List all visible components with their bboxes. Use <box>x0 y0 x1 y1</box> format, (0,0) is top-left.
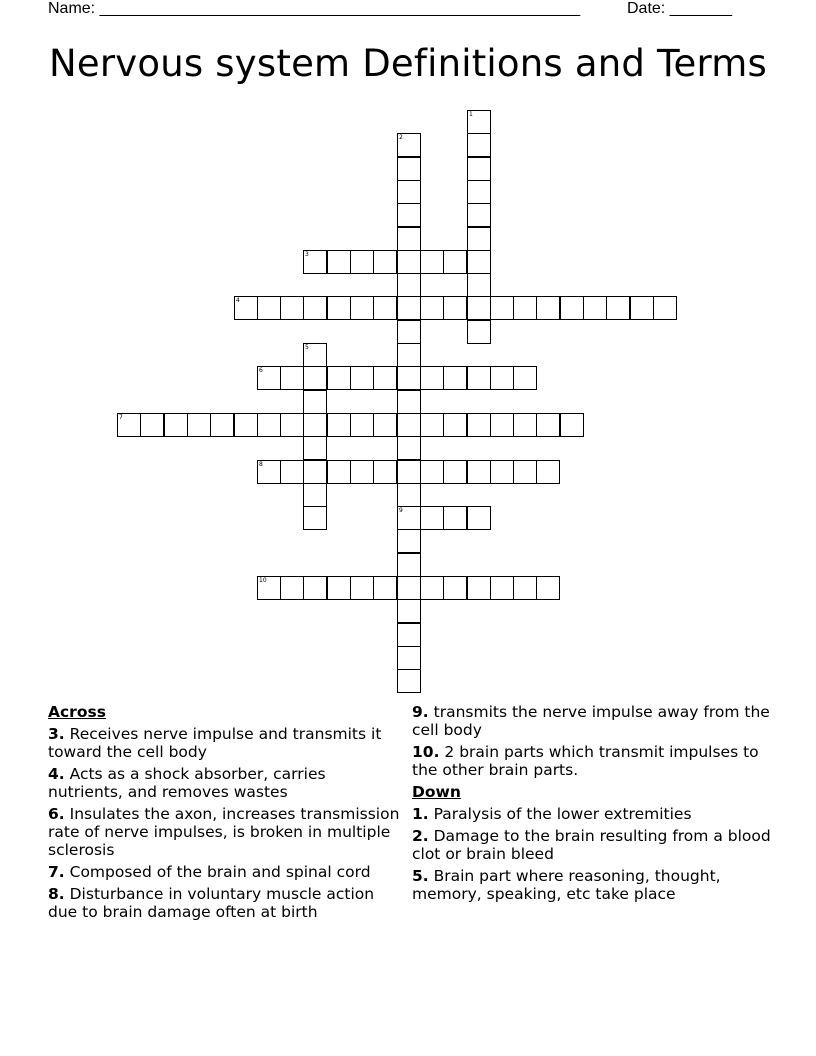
crossword-cell[interactable] <box>164 413 188 437</box>
crossword-cell[interactable] <box>303 250 327 274</box>
clue-text: transmits the nerve impulse away from the cell body <box>412 703 770 739</box>
crossword-cell[interactable] <box>397 553 421 577</box>
clue-number-label: 1 <box>469 111 473 118</box>
date-field[interactable]: Date: _______ <box>627 0 732 17</box>
crossword-cell[interactable] <box>467 366 491 390</box>
crossword-cell[interactable] <box>303 366 327 390</box>
clue-text: Insulates the axon, increases transmission rate of nerve impulses, is broken in multiple sclerosis <box>48 805 400 859</box>
page-title: Nervous system Definitions and Terms <box>49 42 767 85</box>
crossword-cell[interactable] <box>257 413 281 437</box>
crossword-cell[interactable] <box>327 460 351 484</box>
crossword-cell[interactable] <box>350 413 374 437</box>
crossword-cell[interactable] <box>303 296 327 320</box>
crossword-cell[interactable] <box>490 366 514 390</box>
clue-across-6 <box>48 805 400 859</box>
crossword-cell[interactable] <box>280 296 304 320</box>
crossword-cell[interactable] <box>397 529 421 553</box>
clue-across-10 <box>412 743 772 779</box>
crossword-cell[interactable] <box>210 413 234 437</box>
clue-text: Damage to the brain resulting from a blood clot or brain bleed <box>412 827 771 863</box>
crossword-cell[interactable] <box>397 623 421 647</box>
crossword-cell[interactable] <box>536 296 560 320</box>
crossword-cell[interactable] <box>350 366 374 390</box>
crossword-cell[interactable] <box>397 576 421 600</box>
crossword-cell[interactable] <box>280 413 304 437</box>
crossword-cell[interactable] <box>467 320 491 344</box>
crossword-cell[interactable] <box>583 296 607 320</box>
crossword-cell[interactable] <box>327 413 351 437</box>
crossword-cell[interactable] <box>420 506 444 530</box>
crossword-cell[interactable] <box>490 413 514 437</box>
crossword-cell[interactable] <box>373 366 397 390</box>
clue-across-3 <box>48 725 400 761</box>
crossword-cell[interactable] <box>467 203 491 227</box>
clue-number: 9. <box>412 703 429 721</box>
clue-text: Paralysis of the lower extremities <box>433 805 692 823</box>
crossword-cell[interactable] <box>350 576 374 600</box>
crossword-cell[interactable] <box>467 180 491 204</box>
crossword-cell[interactable] <box>397 180 421 204</box>
clue-text: Acts as a shock absorber, carries nutrients, and removes wastes <box>48 765 326 801</box>
crossword-cell[interactable] <box>327 250 351 274</box>
crossword-cell[interactable] <box>443 506 467 530</box>
crossword-cell[interactable] <box>397 366 421 390</box>
crossword-cell[interactable] <box>257 296 281 320</box>
crossword-cell[interactable] <box>373 576 397 600</box>
crossword-cell[interactable] <box>513 366 537 390</box>
crossword-cell[interactable] <box>140 413 164 437</box>
crossword-cell[interactable] <box>397 599 421 623</box>
clue-number-label: 4 <box>236 297 240 304</box>
crossword-cell[interactable] <box>397 133 421 157</box>
clue-number-label: 8 <box>259 461 263 468</box>
clue-number-label: 5 <box>305 344 309 351</box>
clue-number: 3. <box>48 725 65 743</box>
crossword-cell[interactable] <box>467 250 491 274</box>
crossword-cell[interactable] <box>303 483 327 507</box>
crossword-cell[interactable] <box>653 296 677 320</box>
clue-down-5 <box>412 867 772 903</box>
crossword-cell[interactable] <box>327 576 351 600</box>
crossword-cell[interactable] <box>420 413 444 437</box>
clue-number: 10. <box>412 743 440 761</box>
crossword-cell[interactable] <box>234 413 258 437</box>
crossword-cell[interactable] <box>397 203 421 227</box>
crossword-cell[interactable] <box>397 390 421 414</box>
clue-number-label: 10 <box>259 577 267 584</box>
crossword-cell[interactable] <box>397 273 421 297</box>
clue-number-label: 9 <box>399 507 403 514</box>
crossword-cell[interactable] <box>467 133 491 157</box>
crossword-cell[interactable] <box>303 576 327 600</box>
clue-text: Disturbance in voluntary muscle action due to brain damage often at birth <box>48 885 375 921</box>
clues-column-right <box>412 703 772 907</box>
crossword-cell[interactable] <box>327 296 351 320</box>
crossword-cell[interactable] <box>443 250 467 274</box>
crossword-cell[interactable] <box>373 413 397 437</box>
crossword-cell[interactable] <box>397 320 421 344</box>
crossword-cell[interactable] <box>467 110 491 134</box>
crossword-cell[interactable] <box>397 669 421 693</box>
crossword-cell[interactable] <box>373 460 397 484</box>
clue-text: Receives nerve impulse and transmits it toward the cell body <box>48 725 382 761</box>
crossword-cell[interactable] <box>467 227 491 251</box>
crossword-cell[interactable] <box>303 413 327 437</box>
down-heading: Down <box>412 783 461 801</box>
crossword-cell[interactable] <box>397 250 421 274</box>
crossword-cell[interactable] <box>490 460 514 484</box>
crossword-cell[interactable] <box>420 250 444 274</box>
crossword-cell[interactable] <box>513 460 537 484</box>
crossword-cell[interactable] <box>397 157 421 181</box>
crossword-cell[interactable] <box>397 343 421 367</box>
crossword-cell[interactable] <box>350 250 374 274</box>
clue-down-2 <box>412 827 772 863</box>
clue-down-1 <box>412 805 772 823</box>
crossword-cell[interactable] <box>420 366 444 390</box>
crossword-cell[interactable] <box>187 413 211 437</box>
across-heading: Across <box>48 703 106 721</box>
crossword-cell[interactable] <box>467 413 491 437</box>
clue-number-label: 3 <box>305 251 309 258</box>
crossword-cell[interactable] <box>467 157 491 181</box>
crossword-cell[interactable] <box>373 250 397 274</box>
crossword-cell[interactable] <box>303 506 327 530</box>
crossword-cell[interactable] <box>257 460 281 484</box>
crossword-cell[interactable] <box>490 296 514 320</box>
crossword-cell[interactable] <box>467 506 491 530</box>
crossword-cell[interactable] <box>397 413 421 437</box>
clue-text: Brain part where reasoning, thought, memory, speaking, etc take place <box>412 867 721 903</box>
crossword-cell[interactable] <box>467 273 491 297</box>
crossword-cell[interactable] <box>467 460 491 484</box>
clue-across-8 <box>48 885 400 921</box>
clue-across-7 <box>48 863 400 881</box>
crossword-cell[interactable] <box>117 413 141 437</box>
clue-number: 6. <box>48 805 65 823</box>
clues-column-left <box>48 703 400 925</box>
crossword-cell[interactable] <box>420 460 444 484</box>
clue-text: 2 brain parts which transmit impulses to the other brain parts. <box>412 743 759 779</box>
crossword-cell[interactable] <box>443 296 467 320</box>
crossword-cell[interactable] <box>443 413 467 437</box>
crossword-cell[interactable] <box>536 576 560 600</box>
crossword-cell[interactable] <box>513 296 537 320</box>
crossword-cell[interactable] <box>280 366 304 390</box>
crossword-cell[interactable] <box>443 366 467 390</box>
crossword-cell[interactable] <box>303 343 327 367</box>
crossword-cell[interactable] <box>397 506 421 530</box>
clue-across-4 <box>48 765 400 801</box>
crossword-cell[interactable] <box>397 646 421 670</box>
crossword-cell[interactable] <box>606 296 630 320</box>
crossword-cell[interactable] <box>303 460 327 484</box>
crossword-cell[interactable] <box>373 296 397 320</box>
crossword-cell[interactable] <box>350 296 374 320</box>
crossword-cell[interactable] <box>420 296 444 320</box>
clue-number: 8. <box>48 885 65 903</box>
crossword-cell[interactable] <box>443 460 467 484</box>
crossword-cell[interactable] <box>420 576 444 600</box>
crossword-cell[interactable] <box>397 296 421 320</box>
crossword-cell[interactable] <box>560 413 584 437</box>
crossword-cell[interactable] <box>630 296 654 320</box>
clue-number: 5. <box>412 867 429 885</box>
crossword-cell[interactable] <box>397 227 421 251</box>
name-field[interactable]: Name: ______________________________________________________ <box>48 0 581 17</box>
clue-number: 2. <box>412 827 429 845</box>
crossword-cell[interactable] <box>280 576 304 600</box>
crossword-cell[interactable] <box>257 576 281 600</box>
crossword-cell[interactable] <box>536 460 560 484</box>
clue-number-label: 7 <box>119 414 123 421</box>
crossword-cell[interactable] <box>467 296 491 320</box>
crossword-cell[interactable] <box>536 413 560 437</box>
crossword-cell[interactable] <box>513 576 537 600</box>
crossword-cell[interactable] <box>560 296 584 320</box>
crossword-cell[interactable] <box>303 390 327 414</box>
crossword-cell[interactable] <box>490 576 514 600</box>
clue-text: Composed of the brain and spinal cord <box>69 863 371 881</box>
clue-number-label: 6 <box>259 367 263 374</box>
crossword-cell[interactable] <box>350 460 374 484</box>
clue-across-9 <box>412 703 772 739</box>
clue-number: 1. <box>412 805 429 823</box>
clue-number: 7. <box>48 863 65 881</box>
crossword-cell[interactable] <box>397 460 421 484</box>
crossword-cell[interactable] <box>513 413 537 437</box>
crossword-cell[interactable] <box>257 366 281 390</box>
crossword-cell[interactable] <box>303 436 327 460</box>
crossword-cell[interactable] <box>467 576 491 600</box>
crossword-cell[interactable] <box>280 460 304 484</box>
clue-number-label: 2 <box>399 134 403 141</box>
crossword-cell[interactable] <box>397 436 421 460</box>
crossword-cell[interactable] <box>234 296 258 320</box>
crossword-cell[interactable] <box>397 483 421 507</box>
crossword-cell[interactable] <box>443 576 467 600</box>
clue-number: 4. <box>48 765 65 783</box>
crossword-cell[interactable] <box>327 366 351 390</box>
